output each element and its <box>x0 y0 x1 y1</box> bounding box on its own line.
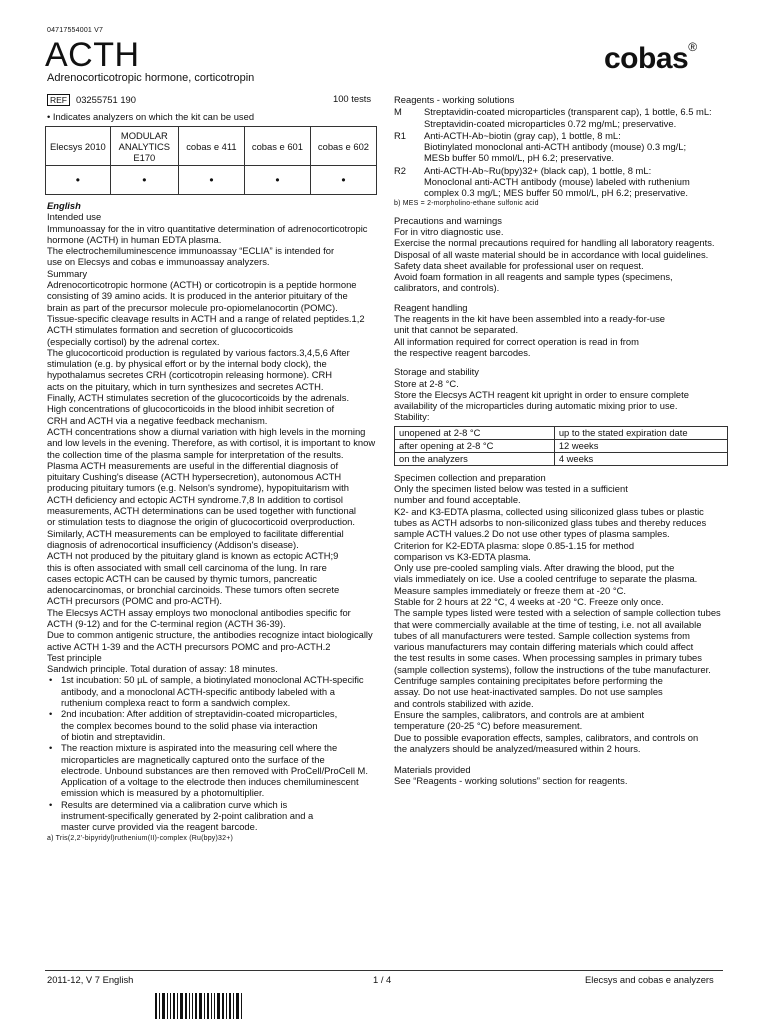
document-code: 04717554001 V7 <box>47 27 104 34</box>
text-line: availability of the microparticles during automatic mixing prior to use. <box>394 400 678 412</box>
barcode-bar <box>241 993 242 1019</box>
text-line: The Elecsys ACTH assay employs two monoclonal antibodies specific for <box>47 606 351 618</box>
principle-bullet <box>47 674 377 708</box>
bullet-line: • 2nd incubation: After addition of streptavidin-coated microparticles, <box>61 708 338 720</box>
test-principle-heading: Test principle <box>47 651 102 663</box>
summary-heading: Summary <box>47 267 88 279</box>
text-line: All information required for correct operation is read in from <box>394 335 639 347</box>
barcode-bar <box>229 993 231 1019</box>
text-line: K2- and K3-EDTA plasma, collected using siliconized glass tubes or plastic <box>394 505 704 517</box>
text-line: ACTH (9-12) and for the C-terminal region (ACTH 36-39). <box>47 617 286 629</box>
barcode-bar <box>185 993 187 1019</box>
storage-heading: Storage and stability <box>394 366 479 378</box>
text-line: Tissue-specific cleavage results in ACTH and a range of related peptides.1,2 <box>47 312 365 324</box>
materials-heading: Materials provided <box>394 764 471 776</box>
text-line: Store at 2-8 °C. <box>394 377 459 389</box>
ref-number: 03255751 190 <box>76 94 136 106</box>
text-line: For in vitro diagnostic use. <box>394 225 504 237</box>
stability-cell: 12 weeks <box>554 439 727 452</box>
text-line: Only the specimen listed below was tested in a sufficient <box>394 483 628 495</box>
language-heading: English <box>47 200 81 211</box>
text-line: CRH and ACTH via a negative feedback mechanism. <box>47 414 268 426</box>
barcode-bar <box>222 993 224 1019</box>
bullet-line: electrode. Unbound substances are then removed with ProCell/ProCell M. <box>61 764 368 776</box>
text-line: measurements, ACTH determinations can be used together with functional <box>47 505 357 517</box>
page-title: ACTH <box>45 36 140 74</box>
barcode-bar <box>159 993 160 1019</box>
text-line: adenocarcinomas, or bronchial carcinoids. These tumors often secrete <box>47 584 340 596</box>
text-line: The glucocorticoid production is regulated by various factors.3,4,5,6 After <box>47 346 350 358</box>
page-number: 1 / 4 <box>373 974 392 985</box>
text-line: or stimulation tests to diagnose the origin of glucocorticoid overproduction. <box>47 516 355 528</box>
text-line: the test results in some cases. When processing samples in primary tubes <box>394 652 702 664</box>
test-count: 100 tests <box>333 93 372 104</box>
text-line: unit that cannot be separated. <box>394 324 519 336</box>
reagent-code: R2 <box>394 164 406 176</box>
stability-row <box>395 426 728 439</box>
text-line: Safety data sheet available for professional user on request. <box>394 259 644 271</box>
barcode-bar <box>236 993 239 1019</box>
bullet-line: • Results are determined via a calibration curve which is <box>61 798 288 810</box>
text-line: Disposal of all waste material should be in accordance with local guidelines. <box>394 248 709 260</box>
footer-divider <box>45 970 723 971</box>
bullet-line: master curve provided via the reagent barcode. <box>61 821 258 833</box>
text-line: the collection time of the plasma sample for interpretation of the results. <box>47 448 344 460</box>
text-line: hormone (ACTH) in human EDTA plasma. <box>47 233 222 245</box>
barcode-bar <box>180 993 183 1019</box>
text-line: that were commercially available at the time of testing, i.e. not all available <box>394 618 702 630</box>
text-line: Measure samples immediately or freeze them at -20 °C. <box>394 584 626 596</box>
reagent-description <box>424 130 686 164</box>
reagent-line: Streptavidin-coated microparticles (transparent cap), 1 bottle, 6.5 mL: <box>424 106 712 118</box>
bullet-line: of biotin and streptavidin. <box>61 730 166 742</box>
test-principle-list <box>47 674 377 832</box>
text-line: various manufacturers may contain differing materials which could affect <box>394 641 694 653</box>
analyzer-col-header: cobas e 411 <box>178 127 244 166</box>
text-line: producing pituitary tumors (e.g. Nelson's syndrome), hypopituitarism with <box>47 482 349 494</box>
text-line: Finally, ACTH stimulates secretion of the glucocorticoids by the adrenals. <box>47 392 350 404</box>
reagent-handling-text <box>394 313 730 358</box>
bullet-line: • 1st incubation: 50 µL of sample, a biotinylated monoclonal ACTH-specific <box>61 674 364 686</box>
text-line: number and found acceptable. <box>394 494 521 506</box>
principle-bullet <box>47 742 377 798</box>
text-line: Stability: <box>394 411 430 423</box>
analyzer-mark: • <box>110 166 178 195</box>
text-line: See “Reagents - working solutions” section for reagents. <box>394 775 628 787</box>
stability-cell: 4 weeks <box>554 452 727 465</box>
reagent-line: Anti-ACTH-Ab~biotin (gray cap), 1 bottle, 8 mL: <box>424 129 621 141</box>
intended-use-heading: Intended use <box>47 211 102 223</box>
text-line: Criterion for K2-EDTA plasma: slope 0.85-1.15 for method <box>394 539 635 551</box>
text-line: active ACTH 1-39 and the ACTH precursors POMC and pro-ACTH.2 <box>47 640 331 652</box>
barcode <box>155 993 244 1019</box>
reagent-line: Biotinylated monoclonal anti-ACTH antibody (mouse) 0.3 mg/L; <box>424 141 687 153</box>
text-line: Due to common antigenic structure, the antibodies recognize intact biologically <box>47 629 373 641</box>
barcode-bar <box>155 993 157 1019</box>
text-line: temperature (20-25 °C) before measurement. <box>394 720 583 732</box>
text-line: ACTH not produced by the pituitary gland is known as ectopic ACTH;9 <box>47 550 339 562</box>
text-line: Due to possible evaporation effects, samples, calibrators, and controls on <box>394 731 699 743</box>
stability-cell: on the analyzers <box>395 452 555 465</box>
text-line: vials immediately on ice. Use a cooled centrifuge to separate the plasma. <box>394 573 698 585</box>
barcode-bar <box>167 993 168 1019</box>
barcode-bar <box>195 993 197 1019</box>
reagent-item <box>394 165 730 199</box>
text-line: and controls stabilized with azide. <box>394 697 534 709</box>
text-line: use on Elecsys and cobas e immunoassay analyzers. <box>47 256 270 268</box>
text-line: cases ectopic ACTH can be caused by thymic tumors, pancreatic <box>47 572 317 584</box>
text-line: Avoid foam formation in all reagents and sample types (specimens, <box>394 271 673 283</box>
text-line: (especially cortisol) by the adrenal cortex. <box>47 335 220 347</box>
reagent-code: M <box>394 106 402 118</box>
barcode-bar <box>211 993 212 1019</box>
text-line: ACTH concentrations show a diurnal variation with high levels in the morning <box>47 425 366 437</box>
principle-bullet <box>47 799 377 833</box>
reagent-line: Streptavidin-coated microparticles 0.72 mg/mL; preservative. <box>424 117 677 129</box>
mes-footnote: b) MES = 2-morpholino-ethane sulfonic acid <box>394 199 539 207</box>
text-line: calibrators, and controls). <box>394 282 500 294</box>
specimen-text <box>394 483 730 754</box>
text-line: ACTH stimulates formation and secretion of glucocorticoids <box>47 324 293 336</box>
text-line: (sample collection systems), follow the instructions of the tube manufacturer. <box>394 663 711 675</box>
text-line: tubes as ACTH adsorbs to non-siliconized glass tubes and thereby reduces <box>394 516 707 528</box>
stability-cell: after opening at 2-8 °C <box>395 439 555 452</box>
barcode-bar <box>162 993 165 1019</box>
stability-cell: unopened at 2-8 °C <box>395 426 555 439</box>
text-line: tubes of all manufacturers were tested. Sample collection systems from <box>394 629 690 641</box>
ref-label: REF <box>47 94 70 106</box>
ref-line <box>47 94 136 106</box>
reagent-handling-heading: Reagent handling <box>394 301 468 313</box>
text-line: Similarly, ACTH measurements can be employed to facilitate differential <box>47 527 344 539</box>
bullet-line: microparticles are magnetically captured onto the surface of the <box>61 753 325 765</box>
right-column <box>394 94 730 787</box>
text-line: sample ACTH values.2 Do not use other types of plasma samples. <box>394 528 670 540</box>
text-line: Centrifuge samples containing precipitates before performing the <box>394 675 663 687</box>
specimen-heading: Specimen collection and preparation <box>394 471 546 483</box>
barcode-bar <box>214 993 215 1019</box>
bullet-line: Application of a voltage to the electrode then induces chemiluminescent <box>61 776 359 788</box>
text-line: ACTH precursors (POMC and pro-ACTH). <box>47 595 223 607</box>
precautions-text <box>394 226 730 294</box>
analyzer-mark: • <box>178 166 244 195</box>
barcode-bar <box>204 993 205 1019</box>
analyzer-mark: • <box>46 166 111 195</box>
storage-text <box>394 378 730 423</box>
text-line: The sample types listed were tested with a selection of sample collection tubes <box>394 607 721 619</box>
barcode-bar <box>226 993 227 1019</box>
text-line: assay. Do not use heat-inactivated samples. Do not use samples <box>394 686 663 698</box>
bullet-line: • The reaction mixture is aspirated into the measuring cell where the <box>61 742 338 754</box>
barcode-bar <box>189 993 190 1019</box>
barcode-bar <box>192 993 193 1019</box>
stability-row <box>395 452 728 465</box>
footer-analyzers: Elecsys and cobas e analyzers <box>585 974 714 985</box>
reagent-description <box>424 106 712 129</box>
text-line: stimulation (e.g. by physical effort or by the internal body clock), the <box>47 358 327 370</box>
text-line: diagnosis of adrenocortical insufficiency (Addison's disease). <box>47 538 299 550</box>
analyzer-table-header <box>46 127 377 166</box>
intended-use-text <box>47 223 377 268</box>
analyzer-col-header: Elecsys 2010 <box>46 127 111 166</box>
page-subtitle: Adrenocorticotropic hormone, corticotropin <box>47 72 255 84</box>
registered-mark: ® <box>688 40 697 54</box>
test-principle-intro: Sandwich principle. Total duration of assay: 18 minutes. <box>47 663 278 675</box>
text-line: this is often associated with small cell carcinoma of the lung. In rare <box>47 561 327 573</box>
text-line: The electrochemiluminescence immunoassay “ECLIA” is intended for <box>47 245 335 257</box>
reagent-item <box>394 130 730 164</box>
analyzer-table-row <box>46 166 377 195</box>
analyzer-mark: • <box>244 166 310 195</box>
bullet-line: the complex becomes bound to the solid phase via interaction <box>61 719 318 731</box>
text-line: pituitary Cushing's disease (ACTH hypersecretion), autonomous ACTH <box>47 471 342 483</box>
stability-row <box>395 439 728 452</box>
cobas-logo <box>604 42 697 76</box>
stability-cell: up to the stated expiration date <box>554 426 727 439</box>
reagent-line: complex 0.3 mg/L; MES buffer 50 mmol/L, pH 6.2; preservative. <box>424 187 689 199</box>
text-line: ACTH deficiency and ectopic ACTH syndrome.7,8 In addition to cortisol <box>47 493 343 505</box>
barcode-bar <box>177 993 178 1019</box>
ruthenium-footnote: a) Tris(2,2'-bipyridyl)ruthenium(II)-complex (Ru(bpy)32+) <box>47 834 234 842</box>
barcode-bar <box>173 993 175 1019</box>
text-line: The reagents in the kit have been assembled into a ready-for-use <box>394 313 665 325</box>
text-line: brain as part of the precursor molecule pro-opiomelanocortin (POMC). <box>47 301 338 313</box>
text-line: the respective reagent barcodes. <box>394 346 531 358</box>
barcode-bar <box>170 993 171 1019</box>
reagent-line: Monoclonal anti-ACTH antibody (mouse) labeled with ruthenium <box>424 176 690 188</box>
left-column <box>47 200 377 842</box>
barcode-bar <box>233 993 234 1019</box>
text-line: Ensure the samples, calibrators, and controls are at ambient <box>394 708 645 720</box>
text-line: hypothalamus secretes CRH (corticotropin releasing hormone). CRH <box>47 369 333 381</box>
analyzer-note: • Indicates analyzers on which the kit can be used <box>47 111 255 122</box>
text-line: the analyzers should be analyzed/measured within 2 hours. <box>394 742 641 754</box>
barcode-bar <box>217 993 220 1019</box>
bullet-line: antibody, and a monoclonal ACTH-specific antibody labeled with a <box>61 685 335 697</box>
barcode-bar <box>207 993 209 1019</box>
text-line: comparison vs K3-EDTA plasma. <box>394 550 531 562</box>
reagents-heading: Reagents - working solutions <box>394 94 515 105</box>
analyzer-mark: • <box>310 166 376 195</box>
text-line: Store the Elecsys ACTH reagent kit upright in order to ensure complete <box>394 388 689 400</box>
footer-date: 2011-12, V 7 English <box>47 974 134 985</box>
analyzer-col-header: cobas e 601 <box>244 127 310 166</box>
stability-table <box>394 426 728 466</box>
reagent-item <box>394 106 730 129</box>
principle-bullet <box>47 708 377 742</box>
text-line: Immunoassay for the in vitro quantitative determination of adrenocorticotropic <box>47 222 368 234</box>
materials-text <box>394 775 730 786</box>
analyzer-col-header: cobas e 602 <box>310 127 376 166</box>
barcode-bar <box>199 993 202 1019</box>
analyzer-col-header: MODULAR ANALYTICS E170 <box>110 127 178 166</box>
reagent-line: MESb buffer 50 mmol/L, pH 6.2; preservative. <box>424 152 615 164</box>
analyzer-table <box>45 126 377 195</box>
text-line: consisting of 39 amino acids. It is produced in the anterior pituitary of the <box>47 290 348 302</box>
reagent-code: R1 <box>394 129 406 141</box>
text-line: High concentrations of glucocorticoids in the blood inhibit secretion of <box>47 403 335 415</box>
reagent-description <box>424 165 690 199</box>
reagent-line: Anti-ACTH-Ab~Ru(bpy)32+ (black cap), 1 bottle, 8 mL: <box>424 164 652 176</box>
text-line: Plasma ACTH measurements are useful in the differential diagnosis of <box>47 459 339 471</box>
text-line: Stable for 2 hours at 22 °C, 4 weeks at -20 °C. Freeze only once. <box>394 595 664 607</box>
reagent-list <box>394 106 730 198</box>
text-line: Exercise the normal precautions required for handling all laboratory reagents. <box>394 237 715 249</box>
bullet-line: instrument-specifically generated by 2-point calibration and a <box>61 810 314 822</box>
logo-text: cobas <box>604 42 689 75</box>
precautions-heading: Precautions and warnings <box>394 214 502 226</box>
text-line: and low levels in the evening. Therefore, as with cortisol, it is important to know <box>47 437 376 449</box>
bullet-line: emission which is measured by a photomultiplier. <box>61 787 265 799</box>
summary-text <box>47 279 377 652</box>
text-line: Adrenocorticotropic hormone (ACTH) or corticotropin is a peptide hormone <box>47 279 357 291</box>
text-line: acts on the pituitary, which in turn synthesizes and secretes ACTH. <box>47 380 324 392</box>
text-line: Only use pre-cooled sampling vials. After drawing the blood, put the <box>394 562 675 574</box>
bullet-line: ruthenium complexa react to form a sandwich complex. <box>61 697 291 709</box>
